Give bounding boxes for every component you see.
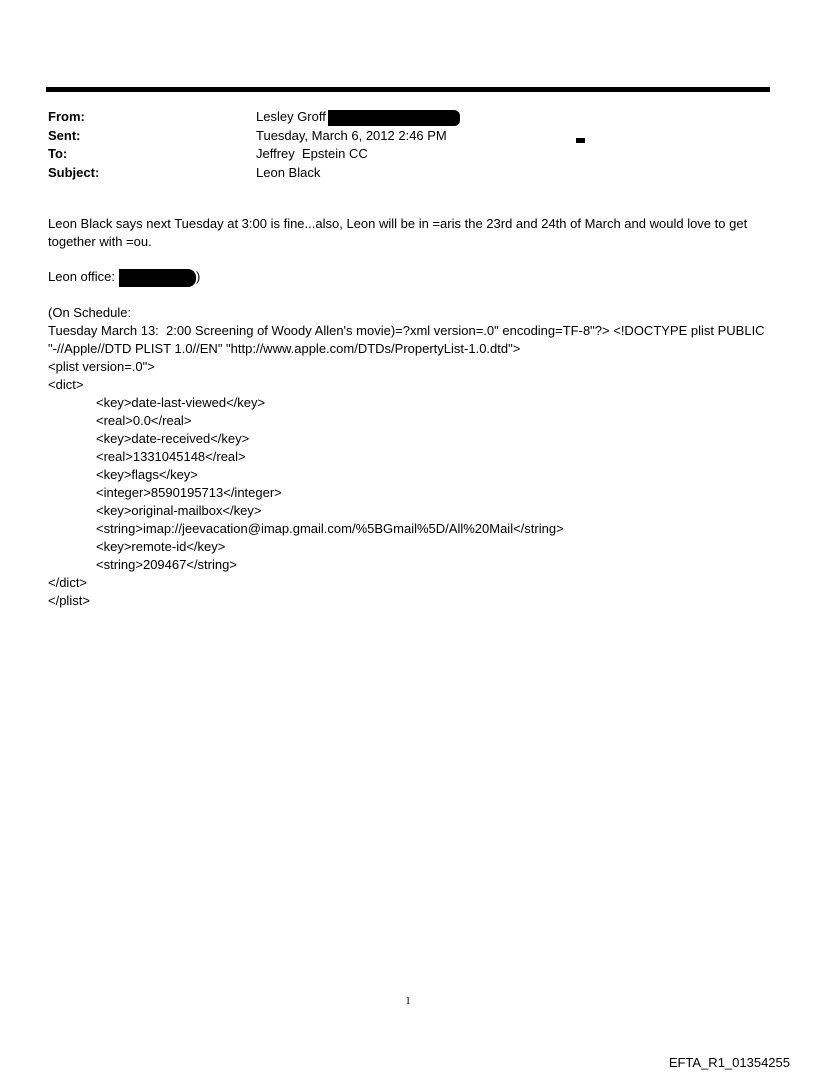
plist-open: <plist version=.0"> [48,358,155,374]
email-body [48,215,773,610]
xml-line: <string>imap://jeevacation@imap.gmail.com/%5BGmail%5D/All%20Mail</string> [96,520,564,536]
schedule-line: Tuesday March 13: 2:00 Screening of Woody Allen's movie)=?xml version=.0" encoding=TF-8"?> <!DOCTYPE plist PUBLIC "-//Apple//DTD PLIST 1.0//EN" "http://www.apple.com/DTDs/PropertyList-1.0.dtd"> [48,322,769,356]
redaction-box [119,269,196,287]
document-id: EFTA_R1_01354255 [668,1055,790,1070]
sender-name: Lesley Groff [256,109,326,124]
header-divider [46,87,770,92]
xml-line: <integer>8590195713</integer> [96,484,282,500]
page-number: 1 [405,995,411,1007]
xml-line: <key>date-received</key> [96,430,250,446]
office-label: Leon office: [48,269,115,284]
body-paragraph: Leon Black says next Tuesday at 3:00 is fine...also, Leon will be in =aris the 23rd and 24th of March and would love to get together with =ou. [48,216,751,249]
subject-row [48,164,768,183]
xml-line: <real>0.0</real> [96,412,192,428]
xml-line: <key>remote-id</key> [96,538,226,554]
dict-open: <dict> [48,376,84,392]
schedule-heading: (On Schedule: [48,304,132,320]
from-label: From: [48,109,85,124]
redaction-box [328,110,460,126]
to-value: Jeffrey Epstein CC [256,146,368,161]
sent-value: Tuesday, March 6, 2012 2:46 PM [256,127,447,143]
xml-line: <string>209467</string> [96,556,237,572]
office-trailing: ) [195,269,201,284]
plist-close: </plist> [48,592,90,608]
email-header [48,108,768,182]
to-label: To: [48,146,68,161]
xml-line: <key>date-last-viewed</key> [96,394,266,410]
xml-line: <key>original-mailbox</key> [96,502,262,518]
office-line [48,268,773,287]
subject-value: Leon Black [256,164,321,180]
from-value [256,108,460,127]
dict-close: </dict> [48,574,88,590]
sent-row [48,127,768,146]
from-row [48,108,768,127]
xml-line: <key>flags</key> [96,466,198,482]
sent-label: Sent: [48,127,81,143]
xml-line: <real>1331045148</real> [96,448,246,464]
to-row [48,145,768,164]
subject-label: Subject: [48,164,100,180]
redaction-mark [576,138,585,143]
